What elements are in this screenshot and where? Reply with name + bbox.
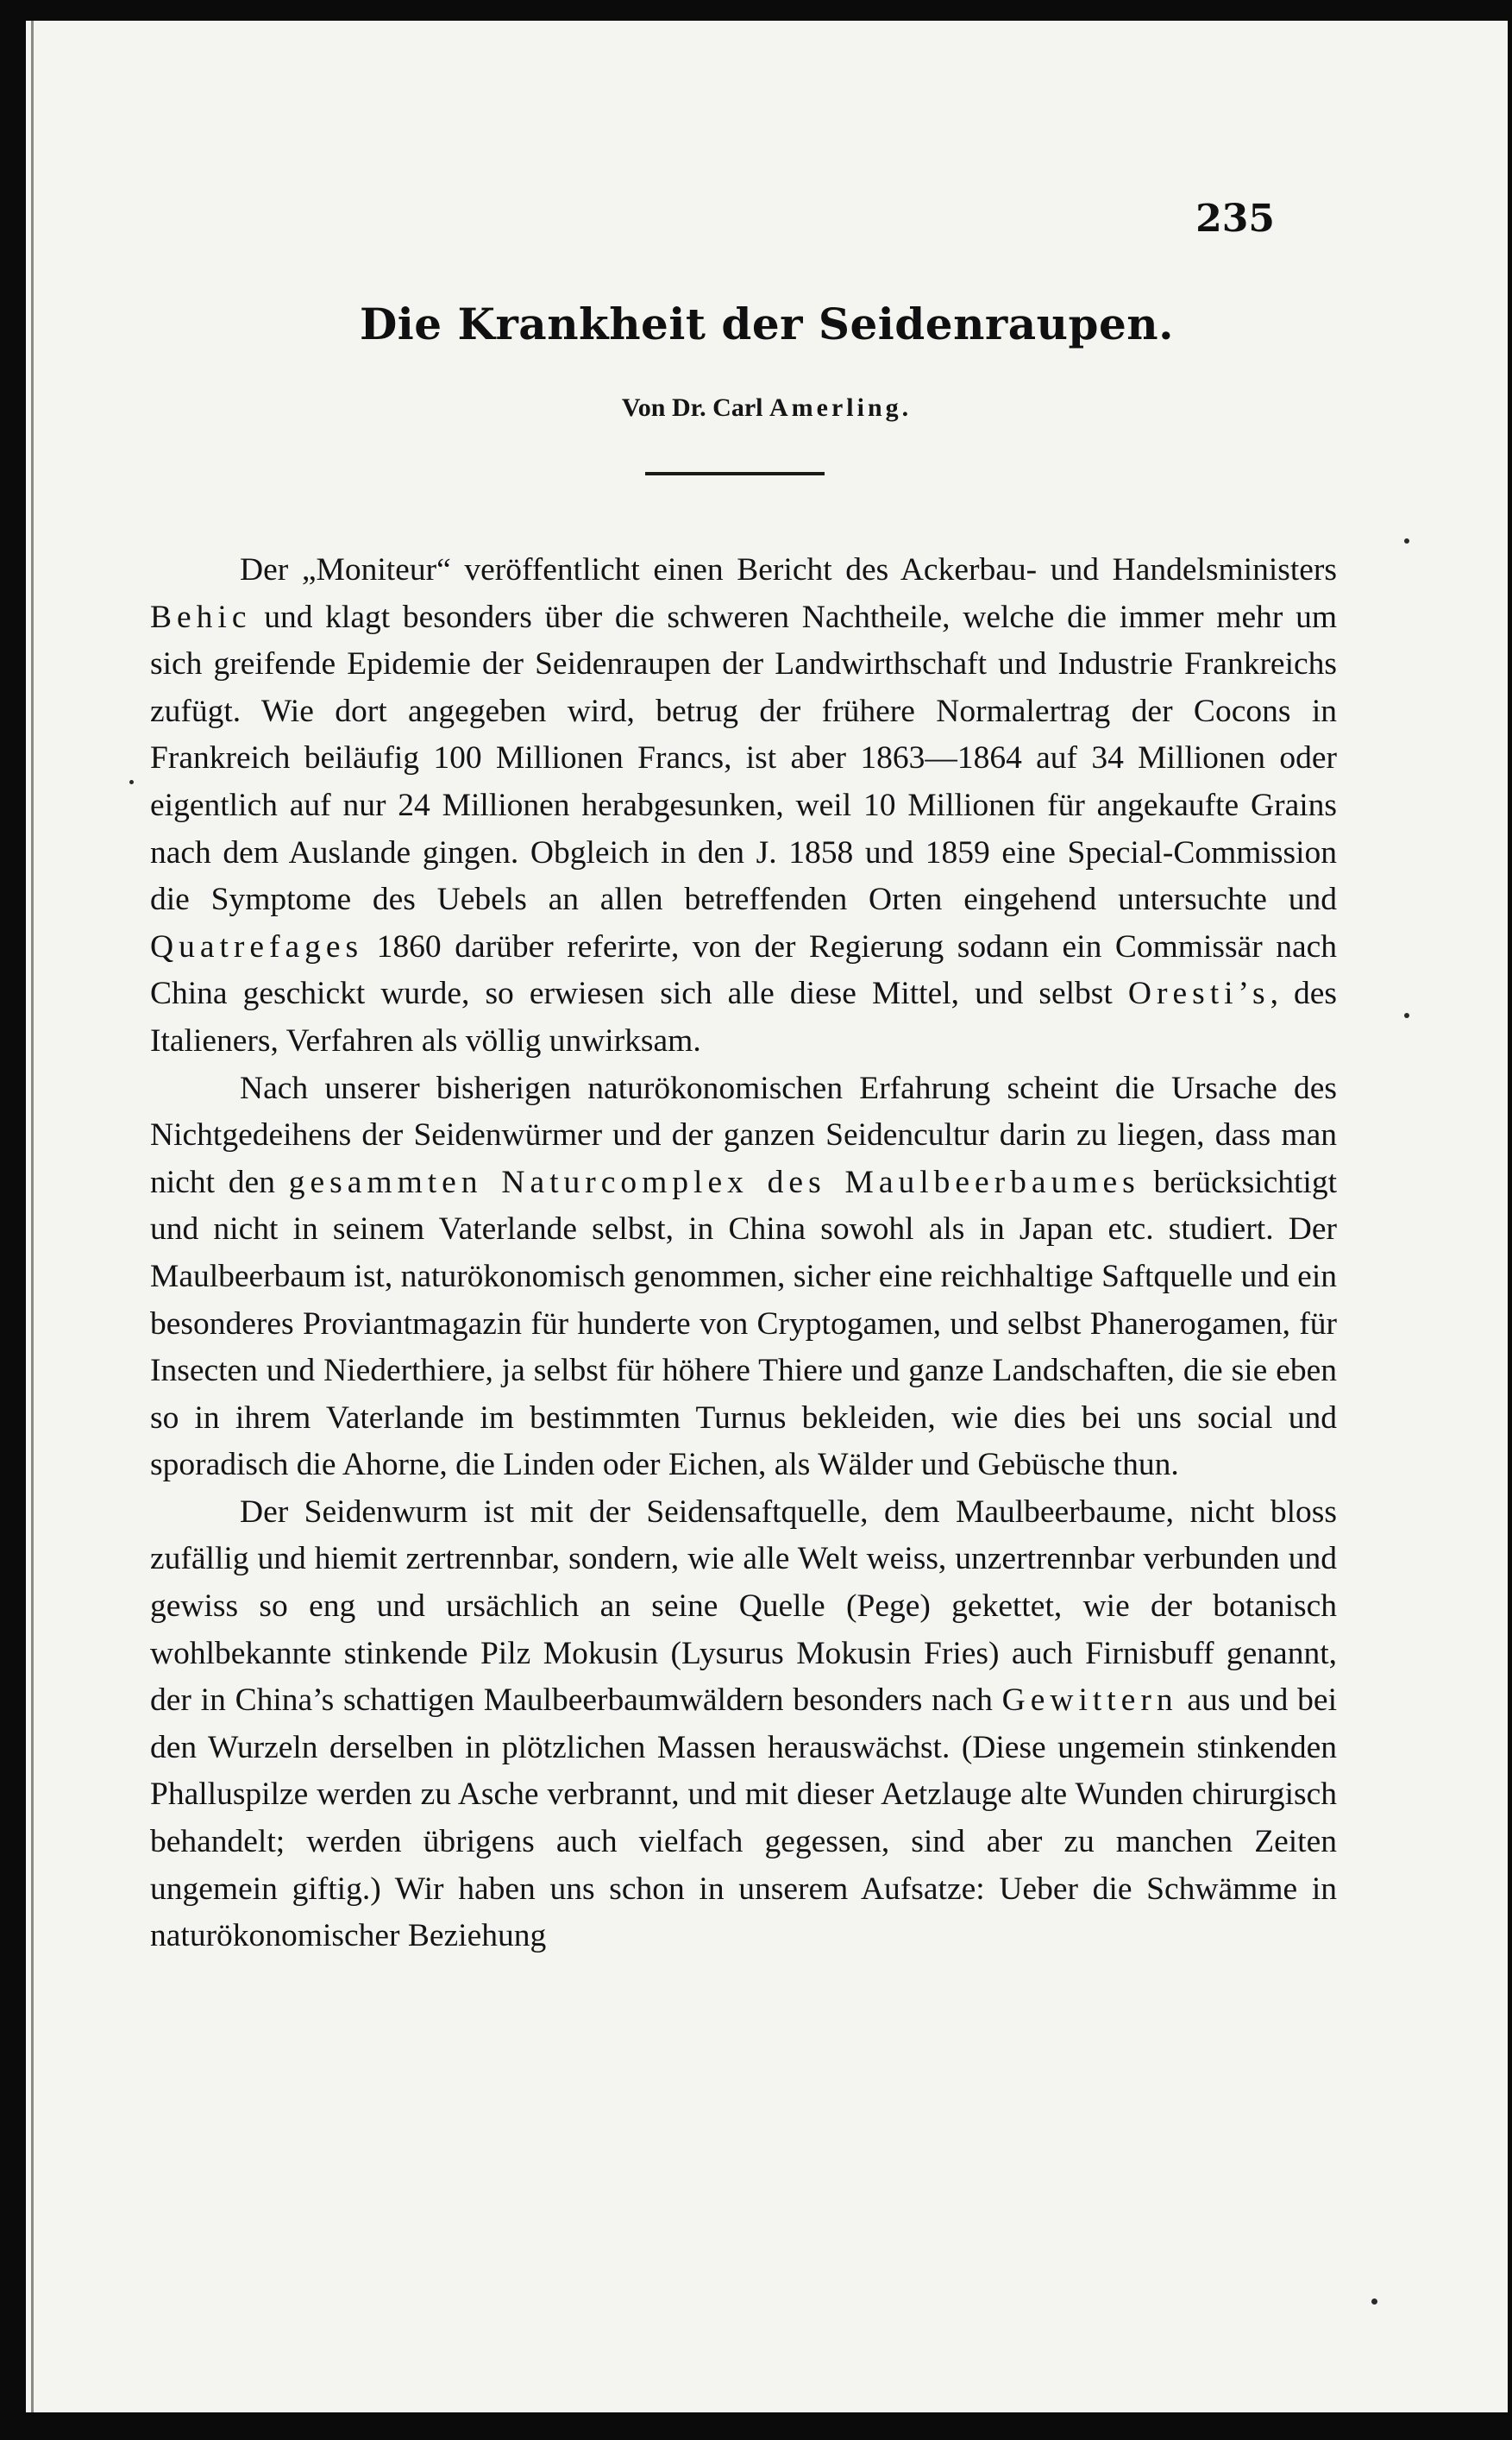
article-author [26,393,1508,423]
spaced-emphasis: Gewittern [1001,1682,1178,1719]
spaced-emphasis: Quatrefages [150,928,364,965]
spaced-emphasis: Behic [150,599,252,635]
text-run: und klagt besonders über die schweren Nachtheile, welche die immer mehr um sich greifende Epidemie der Seidenraupen der Landwirthschaft und Industrie Frankreichs zufügt. Wie dort angegeben wird, betrug der frühere Normalertrag der Cocons in Frankreich beiläufig 100 Millionen Francs, ist aber 1863—1864 auf 34 Millionen oder eigentlich auf nur 24 Millionen herabgesunken, weil 10 Millionen für angekaufte Grains nach dem Auslande gingen. Obgleich in den J. 1858 und 1859 eine Special-Commission die Symptome des Uebels an allen betreffenden Orten eingehend untersuchte und [150,599,1337,918]
text-run: Der „Moniteur“ veröffentlicht einen Bericht des Ackerbau- und Handelsministers [240,552,1337,588]
title-divider [645,472,825,475]
page-number: 235 [1195,197,1275,241]
text-run: Nach unserer bisherigen naturökonomischen Erfahrung scheint die Ursache des Nichtgedeihens der Seidenwürmer und der ganzen Seidencultur darin zu liegen, dass man nicht den [150,1070,1337,1200]
paragraph-3 [150,1489,1337,1960]
text-run: berücksichtigt und nicht in seinem Vaterlande selbst, in China sowohl als in Japan etc. studiert. Der Maulbeerbaum ist, naturökonomisch genommen, sicher eine reichhaltige Saftquelle und ein besonderes Proviantmagazin für hunderte von Cryptogamen, und selbst Phanerogamen, für Insecten und Niederthiere, ja selbst für höhere Thiere und ganze Landschaften, die sie eben so in ihrem Vaterlande im bestimmten Turnus bekleiden, wie dies bei uns social und sporadisch die Ahorne, die Linden oder Eichen, als Wälder und Gebüsche thun. [150,1164,1337,1483]
paragraph-2 [150,1066,1337,1489]
text-run: 1860 darüber referirte, von der Regierung sodann ein Commissär nach China geschickt wurde, so erwiesen sich alle diese Mittel, und selbst [150,928,1337,1012]
dust-speck [129,780,134,784]
article-title: Die Krankheit der Seidenraupen. [359,299,1175,349]
text-run: aus und bei den Wurzeln derselben in plötzlichen Massen herauswächst. (Diese ungemein stinkenden Phalluspilze werden zu Asche verbrannt, und mit dieser Aetzlauge alte Wunden chirurgisch behandelt; werden übrigens auch vielfach gegessen, sind aber zu manchen Zeiten ungemein giftig.) Wir haben uns schon in unserem Aufsatze: Ueber die Schwämme in naturökonomischer Beziehung [150,1682,1337,1954]
text-run: , des Italieners, Verfahren als völlig unwirksam. [150,976,1337,1059]
page-edge-line [31,21,34,2412]
author-name: Amerling. [769,393,913,422]
body-text [150,547,1337,1960]
dust-speck [1371,2299,1377,2305]
paragraph-1 [150,547,1337,1066]
dust-speck [1404,1013,1409,1018]
book-page [26,21,1508,2412]
spaced-emphasis: Oresti’s [1127,976,1270,1012]
spaced-emphasis: gesammten Naturcomplex des Maulbeerbaumes [288,1164,1140,1200]
dust-speck [1404,538,1409,544]
text-run: Der Seidenwurm ist mit der Seidensaftquelle, dem Maulbeerbaume, nicht bloss zufällig und hiemit zertrennbar, sondern, wie alle Welt weiss, unzertrennbar verbunden und gewiss so eng und ursächlich an seine Quelle (Pege) gekettet, wie der botanisch wohlbekannte stinkende Pilz Mokusin (Lysurus Mokusin Fries) auch Firnisbuff genannt, der in China’s schattigen Maulbeerbaumwäldern besonders nach [150,1494,1337,1719]
author-prefix: Von Dr. Carl [621,393,763,422]
